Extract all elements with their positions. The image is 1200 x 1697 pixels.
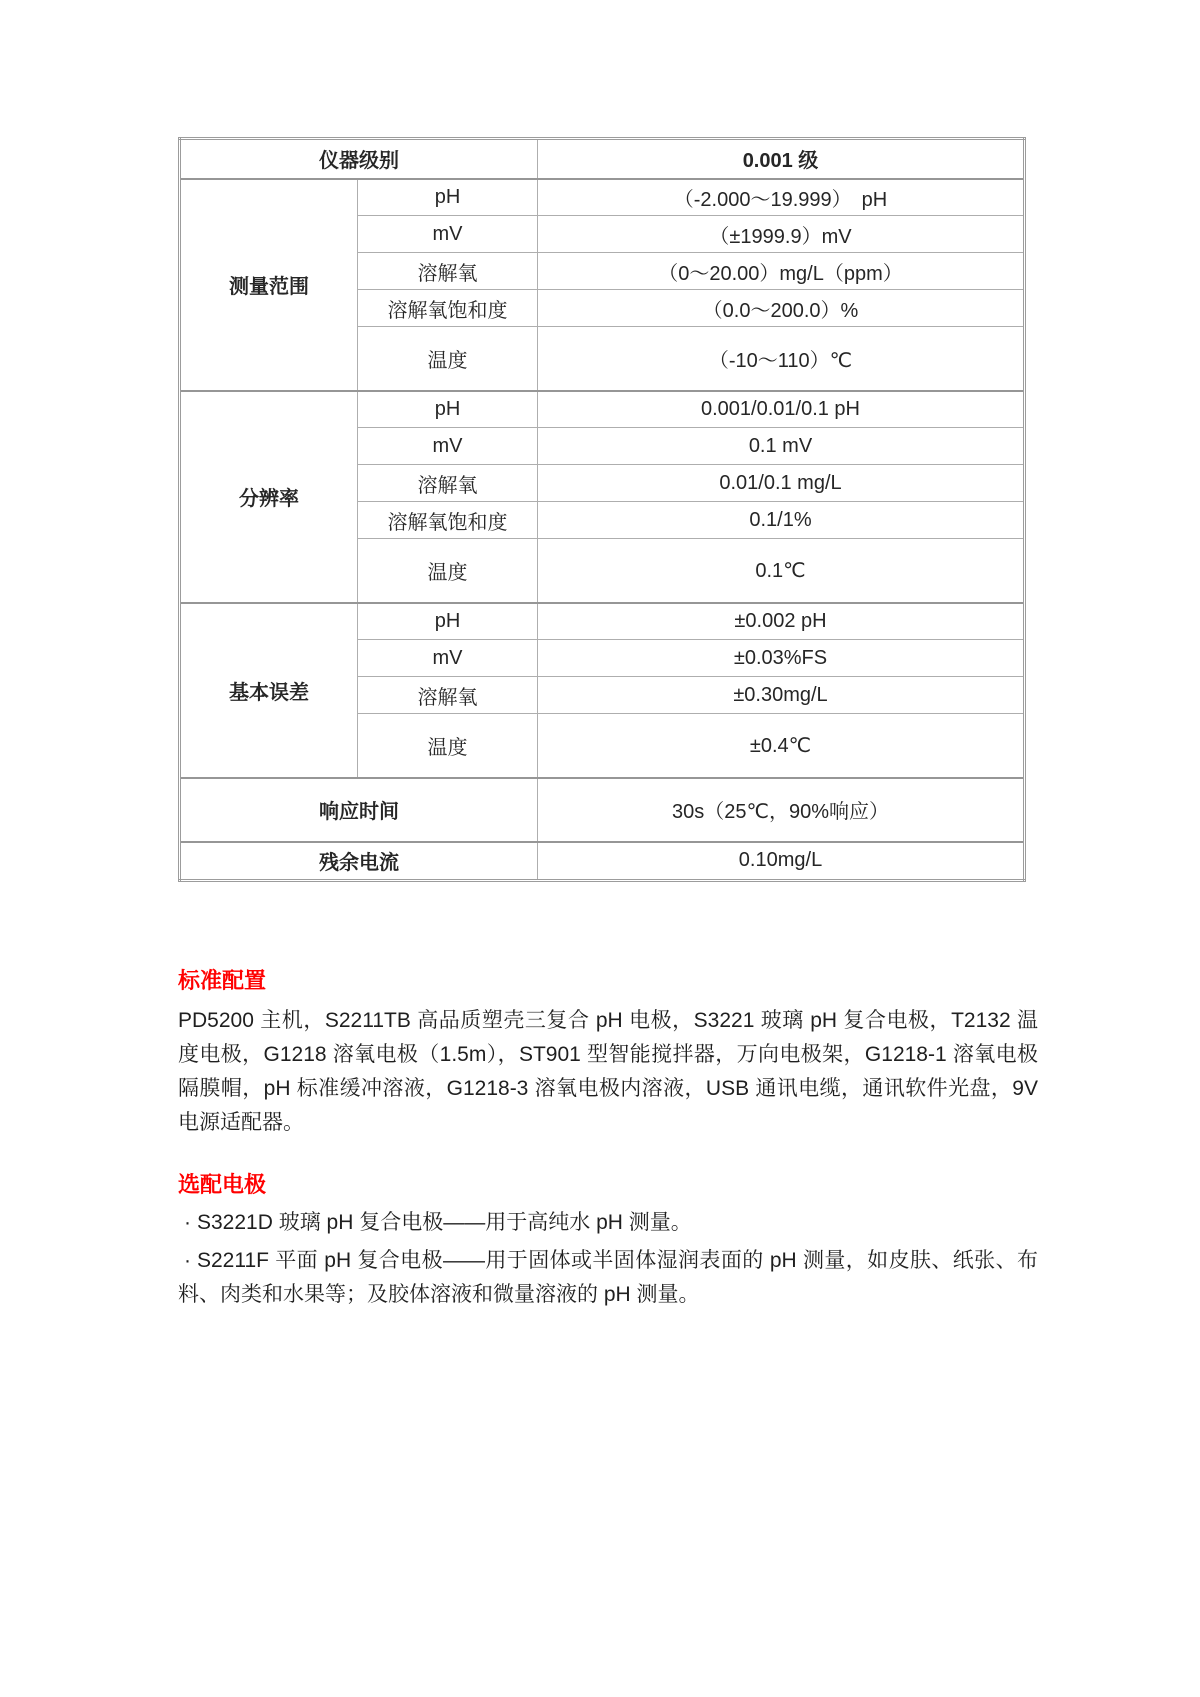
spec-param: 溶解氧饱和度: [358, 290, 538, 327]
spec-param: pH: [358, 179, 538, 216]
optional-electrode-text: S2211F 平面 pH 复合电极——用于固体或半固体湿润表面的 pH 测量，如皮肤、纸张、布料、肉类和水果等；及胶体溶液和微量溶液的 pH 测量。: [178, 1249, 1038, 1306]
spec-param: pH: [358, 391, 538, 428]
spec-param: 溶解氧饱和度: [358, 502, 538, 539]
spec-value: 0.1 mV: [538, 428, 1025, 465]
spec-value: （-2.000～19.999） pH: [538, 179, 1025, 216]
residual-current-value: 0.10mg/L: [538, 842, 1025, 881]
standard-config-text: PD5200 主机，S2211TB 高品质塑壳三复合 pH 电极，S3221 玻璃 pH 复合电极，T2132 温度电极，G1218 溶氧电极（1.5m），ST901 型智能搅拌器，万向电极架，G1218-1 溶氧电极隔膜帽，pH 标准缓冲溶液，G1218-3 溶氧电极内溶液，USB 通讯电缆，通讯软件光盘，9V 电源适配器。: [178, 1009, 1038, 1134]
standard-config-heading: 标准配置: [178, 968, 267, 993]
table-row: [180, 842, 1025, 881]
optional-electrode-text: S3221D 玻璃 pH 复合电极——用于高纯水 pH 测量。: [197, 1211, 692, 1234]
section-label-measuring-range: 测量范围: [180, 179, 358, 391]
spec-param: 温度: [358, 539, 538, 603]
table-header-row: [180, 139, 1025, 179]
spec-param: mV: [358, 216, 538, 253]
spec-value: 0.01/0.1 mg/L: [538, 465, 1025, 502]
section-label-basic-error: 基本误差: [180, 603, 358, 778]
spec-param: 溶解氧: [358, 253, 538, 290]
spec-value: 0.1℃: [538, 539, 1025, 603]
response-time-label: 响应时间: [180, 778, 538, 842]
spec-param: pH: [358, 603, 538, 640]
spec-param: mV: [358, 428, 538, 465]
table-row: [180, 179, 1025, 216]
optional-electrodes-heading: 选配电极: [178, 1172, 267, 1197]
spec-value: （±1999.9）mV: [538, 216, 1025, 253]
spec-param: 温度: [358, 327, 538, 391]
instrument-class-value: 0.001 级: [538, 139, 1025, 179]
spec-value: （0.0～200.0）%: [538, 290, 1025, 327]
spec-param: 溶解氧: [358, 465, 538, 502]
spec-value: 0.001/0.01/0.1 pH: [538, 391, 1025, 428]
spec-value: （0～20.00）mg/L（ppm）: [538, 253, 1025, 290]
spec-table: [178, 137, 1026, 882]
spec-value: ±0.03%FS: [538, 640, 1025, 677]
spec-value: ±0.002 pH: [538, 603, 1025, 640]
optional-electrode-item: [178, 1244, 1038, 1312]
bullet-icon: ·: [184, 1211, 191, 1234]
instrument-class-label: 仪器级别: [180, 139, 538, 179]
spec-param: 溶解氧: [358, 677, 538, 714]
spec-value: （-10～110）℃: [538, 327, 1025, 391]
optional-electrode-item: [178, 1206, 1038, 1240]
spec-value: 0.1/1%: [538, 502, 1025, 539]
spec-value: ±0.4℃: [538, 714, 1025, 778]
spec-param: 温度: [358, 714, 538, 778]
section-label-resolution: 分辨率: [180, 391, 358, 603]
bullet-icon: ·: [184, 1249, 191, 1272]
table-row: [180, 391, 1025, 428]
spec-value: ±0.30mg/L: [538, 677, 1025, 714]
table-row: [180, 603, 1025, 640]
response-time-value: 30s（25℃，90%响应）: [538, 778, 1025, 842]
table-row: [180, 778, 1025, 842]
residual-current-label: 残余电流: [180, 842, 538, 881]
spec-param: mV: [358, 640, 538, 677]
